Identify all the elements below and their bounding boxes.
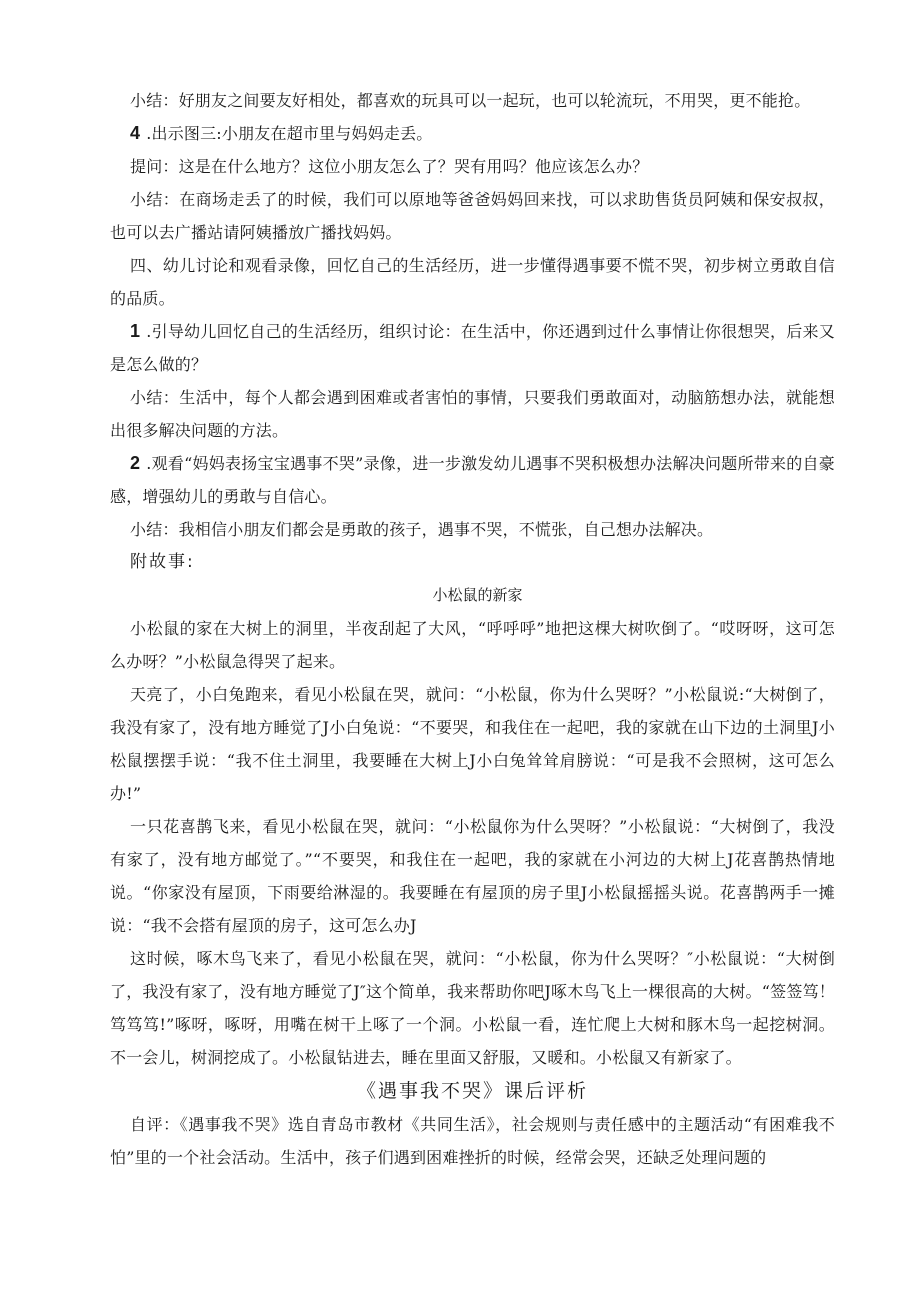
list-number: 1: [130, 321, 141, 341]
summary-paragraph-1: 小结：好朋友之间要友好相处，都喜欢的玩具可以一起玩，也可以轮流玩，不用哭，更不能抢。: [130, 91, 811, 110]
list-number: 4: [130, 123, 141, 143]
list-item-2: [110, 447, 835, 513]
summary-paragraph-3: 小结：生活中，每个人都会遇到困难或者害怕的事情，只要我们勇敢面对，动脑筋想办法，就能想出很多解决问题的方法。: [110, 388, 835, 440]
summary-paragraph-4: 小结：我相信小朋友们都会是勇敢的孩子，遇事不哭，不慌张，自己想办法解决。: [130, 520, 714, 539]
list-item-text: .引导幼儿回忆自己的生活经历，组织讨论：在生活中，你还遇到过什么事情让你很想哭，后来又是怎么做的？: [110, 322, 835, 374]
list-item-1: [110, 315, 835, 381]
list-item-text: .出示图三:小朋友在超市里与妈妈走丢。: [146, 124, 433, 143]
list-number: 2: [130, 453, 141, 473]
document-page: [110, 84, 835, 1174]
list-item-text: .观看“妈妈表扬宝宝遇事不哭”录像，进一步激发幼儿遇事不哭积极想办法解决问题所带来的自豪感，增强幼儿的勇敢与自信心。: [110, 454, 835, 506]
section-four-paragraph: 四、幼儿讨论和观看录像，回忆自己的生活经历，进一步懂得遇事要不慌不哭，初步树立勇敢自信的品质。: [110, 256, 835, 308]
story-paragraph-2: 天亮了，小白兔跑来，看见小松鼠在哭，就问：“小松鼠，你为什么哭呀？”小松鼠说:“大树倒了，我没有家了，没有地方睡觉了J小白兔说：“不要哭，和我住在一起吧，我的家就在山下边的土洞里J小松鼠摆摆手说：“我不住土洞里，我要睡在大树上J小白兔耸耸肩膀说：“可是我不会照树，这可怎么办!”: [110, 685, 835, 803]
story-paragraph-4: 这时候，啄木鸟飞来了，看见小松鼠在哭，就问：“小松鼠，你为什么哭呀？″小松鼠说：“大树倒了，我没有家了，没有地方睡觉了J″这个简单，我来帮助你吧J啄木鸟飞上一棵很高的大树。“签签笃！笃笃笃!”啄呀，啄呀，用嘴在树干上啄了一个洞。小松鼠一看，连忙爬上大树和豚木鸟一起挖树洞。不一会儿，树洞挖成了。小松鼠钻进去，睡在里面又舒服，又暖和。小松鼠又有新家了。: [110, 949, 835, 1067]
question-paragraph: 提问：这是在什么地方？这位小朋友怎么了？哭有用吗？他应该怎么办？: [130, 157, 649, 176]
story-paragraph-3: 一只花喜鹊飞来，看见小松鼠在哭，就问：“小松鼠你为什么哭呀？”小松鼠说：“大树倒了，我没有家了，没有地方邮觉了。”“不要哭，和我住在一起吧，我的家就在小河边的大树上J花喜鹊热情地说。“你家没有屋顶，下雨要给淋湿的。我要睡在有屋顶的房子里J小松鼠摇摇头说。花喜鹊两手一摊说：“我不会搭有屋顶的房子，这可怎么办J: [110, 817, 835, 935]
story-paragraph-1: 小松鼠的家在大树上的洞里，半夜刮起了大风，“呼呼呼”地把这棵大树吹倒了。“哎呀呀，这可怎么办呀？”小松鼠急得哭了起来。: [110, 619, 835, 671]
review-paragraph: 自评：《遇事我不哭》选自青岛市教材《共同生活》，社会规则与责任感中的主题活动“有困难我不怕”里的一个社会活动。生活中，孩子们遇到困难挫折的时候，经常会哭，还缺乏处理问题的: [110, 1115, 835, 1167]
summary-paragraph-2: 小结：在商场走丢了的时候，我们可以原地等爸爸妈妈回来找，可以求助售货员阿姨和保安叔叔，也可以去广播站请阿姨播放广播找妈妈。: [110, 190, 835, 242]
section-title: 《遇事我不哭》课后评析: [356, 1080, 588, 1102]
story-title: 小松鼠的新家: [432, 586, 523, 604]
appendix-heading: 附故事:: [130, 552, 195, 572]
list-item-4: [110, 117, 835, 150]
